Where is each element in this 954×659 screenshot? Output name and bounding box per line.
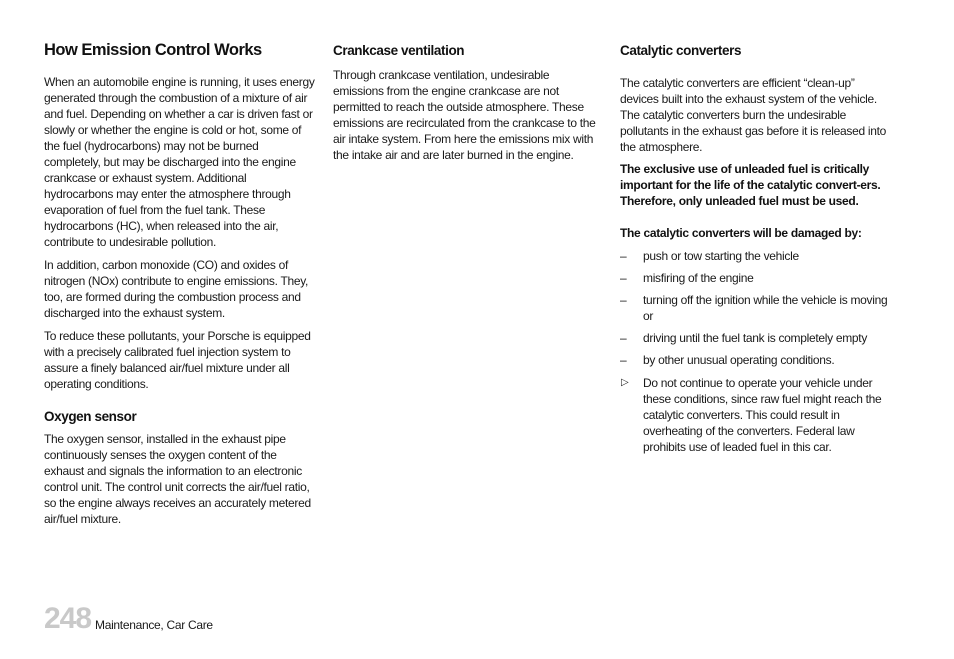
dash-bullet: – <box>620 249 627 263</box>
page-number: 248 <box>44 602 92 635</box>
triangle-icon: ▷ <box>621 377 629 388</box>
crankcase-ventilation-paragraph: Through crankcase ventilation, undesirable emissions from the engine crankcase are not permitted to reach the outside atmosphere. These emissions are recirculated from the crankcase to the air intake system. From here the emissions mix with the intake air and are later burned in the engine. <box>333 68 596 162</box>
oxygen-sensor-paragraph: The oxygen sensor, installed in the exhaust pipe continuously senses the oxygen content of the exhaust and signals the information to an electronic control unit. The control unit corrects the air/fuel ratio, so the engine always receives an accurately metered air/fuel mixture. <box>44 432 311 526</box>
oxygen-sensor-heading: Oxygen sensor <box>44 409 137 424</box>
crankcase-ventilation-heading: Crankcase ventilation <box>333 43 465 58</box>
list-item <box>620 292 892 324</box>
catalytic-converters-heading: Catalytic converters <box>620 43 742 58</box>
damage-causes-list <box>620 248 892 455</box>
list-item-text: push or tow starting the vehicle <box>643 249 799 263</box>
list-item <box>620 352 892 368</box>
dash-bullet: – <box>620 353 627 367</box>
unleaded-fuel-warning: The exclusive use of unleaded fuel is critically important for the life of the catalytic convert-ers. Therefore, only unleaded fuel must be used. <box>620 162 881 208</box>
dash-bullet: – <box>620 293 627 307</box>
list-item <box>620 248 892 264</box>
catalytic-converters-paragraph: The catalytic converters are efficient “clean-up” devices built into the exhaust system of the vehicle. The catalytic converters burn the undesirable pollutants in the exhaust gas before it is released into the atmosphere. <box>620 76 887 154</box>
dash-bullet: – <box>620 271 627 285</box>
emissions-paragraph: In addition, carbon monoxide (CO) and oxides of nitrogen (NOx) contribute to engine emissions. They, too, are formed during the combustion process and discharged into the exhaust system. <box>44 258 309 320</box>
note-text: Do not continue to operate your vehicle under these conditions, since raw fuel might reach the catalytic converters. This could result in overheating of the converters. Federal law prohibits use of leaded fuel in this car. <box>643 376 882 454</box>
damage-causes-heading: The catalytic converters will be damaged by: <box>620 226 862 240</box>
column-right <box>620 40 892 455</box>
column-middle <box>333 40 601 163</box>
note-item <box>620 375 892 455</box>
list-item <box>620 330 892 346</box>
list-item <box>620 270 892 286</box>
list-item-text: driving until the fuel tank is completely empty <box>643 331 868 345</box>
column-left <box>44 40 316 527</box>
fuel-injection-paragraph: To reduce these pollutants, your Porsche is equipped with a precisely calibrated fuel injection system to assure a finely balanced air/fuel mixture under all operating conditions. <box>44 329 311 391</box>
section-name: Maintenance, Car Care <box>95 618 213 632</box>
page-title: How Emission Control Works <box>44 41 262 59</box>
list-item-text: by other unusual operating conditions. <box>643 353 835 367</box>
list-item-text: turning off the ignition while the vehicle is moving or <box>643 293 888 323</box>
dash-bullet: – <box>620 331 627 345</box>
list-item-text: misfiring of the engine <box>643 271 754 285</box>
intro-paragraph: When an automobile engine is running, it uses energy generated through the combustion of a mixture of air and fuel. Depending on whether a car is driven fast or slowly or whether the engine is cold or hot, some of the fuel (hydrocarbons) may not be burned completely, but may be discharged into the engine crankcase or exhaust system. Additional hydrocarbons may enter the atmosphere through evaporation of fuel from the fuel tank. These hydrocarbons (HC), when released into the air, contribute to undesirable pollution. <box>44 75 315 249</box>
